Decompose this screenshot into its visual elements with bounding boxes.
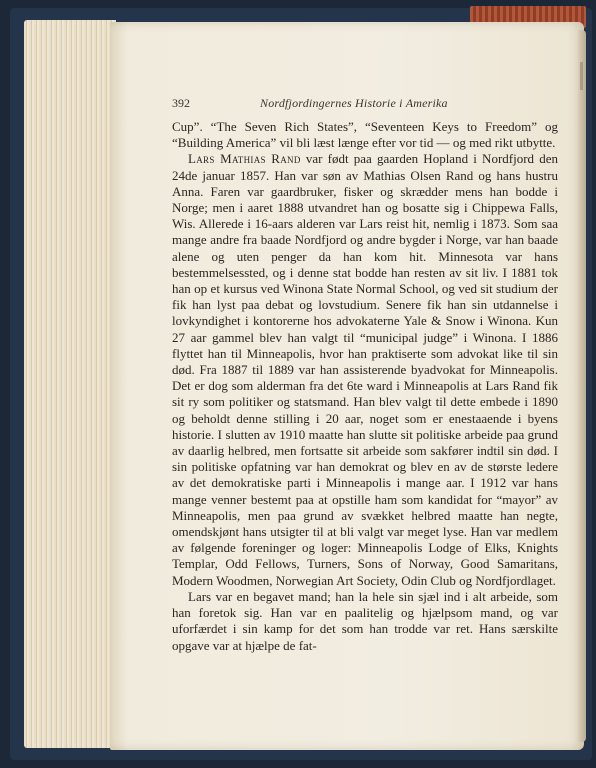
paragraph <box>172 151 558 588</box>
page-number: 392 <box>172 96 190 110</box>
page-marker <box>580 62 583 90</box>
paragraph <box>172 589 558 654</box>
page-fore-edge <box>578 30 586 742</box>
person-name: Lars Mathias Rand <box>188 151 301 167</box>
paragraph-text: Lars var en begavet mand; han la hele sin sjæl ind i alt arbeide, som han foretok sig. Han var en paalitelig og hjælpsom mand, og var uforfærdet i sin kamp for det som han trodde var ret. Hans særskilte opgave var at hjælpe de fat- <box>172 588 558 653</box>
paragraph-text: Cup”. “The Seven Rich States”, “Seventeen Keys to Freedom” og “Building America” vil bli læst længe efter vor tid — og med rikt utbytte. <box>172 119 558 151</box>
page-stack-edge <box>24 20 116 748</box>
paragraph <box>172 119 558 151</box>
body-text <box>172 119 558 654</box>
running-title: Nordfjordingernes Historie i Amerika <box>260 96 448 110</box>
paragraph-text: var født paa gaarden Hopland i Nordfjord den 24de januar 1857. Han var søn av Mathias Olsen Rand og hans hustru Anna. Faren var gaardbruker, fisker og skrædder mens han bodde i Norge; men i aaret 1888 utvandret han og bosatte sig i Chippewa Falls, Wis. Allerede i 16-aars alderen var Lars reist hit, nemlig i 1873. Som saa mange andre fra baade Nordfjord og andre bygder i Norge, var han baade alene og uten penger da han kom hit. Minnesota var hans bestemmelsessted, og i denne stat bodde han resten av sit liv. I 1881 tok han op et kursus ved Winona State Normal School, og ved sit studium der fik han lyst paa debat og lovstudium. Senere fik han sin utdannelse i lovkyndighet i kontorerne hos advokaterne Yale & Snow i Winona. Kun 27 aar gammel blev han valgt til “municipal judge” i Winona. I 1886 flyttet han til Minneapolis, hvor han praktiserte som advokat like til sin død. Fra 1887 til 1889 var han assisterende byadvokat for Minneapolis. Det er dog som alderman fra det 6te ward i Minneapolis at Lars Rand fik sit ry som politiker og statsmand. Han blev valgt til dette embede i 1890 og beholdt denne stilling i 20 aar, noget som er enestaaende i byens historie. I slutten av 1910 maatte han slutte sit politiske arbeide paa grund av daarlig helbred, men fortsatte sit arbeide som sakfører indtil sin død. I sin politiske opfatning var han demokrat og blev en av de største ledere av det demokratiske parti i Minneapolis i mange aar. I 1912 var hans mange venner bestemt paa at opstille ham som kandidat for “mayor” av Minneapolis, men paa grund av svækket helbred maatte han negte, omendskjønt hans utsigter til at bli valgt var meget lyse. Han var medlem av følgende foreninger og loger: Minneapolis Lodge of Elks, Knights Templar, Odd Fellows, Turners, Sons of Norway, Good Samaritans, Modern Woodmen, Norwegian Art Society, Odin Club og Nordfjordlaget. <box>172 151 559 588</box>
